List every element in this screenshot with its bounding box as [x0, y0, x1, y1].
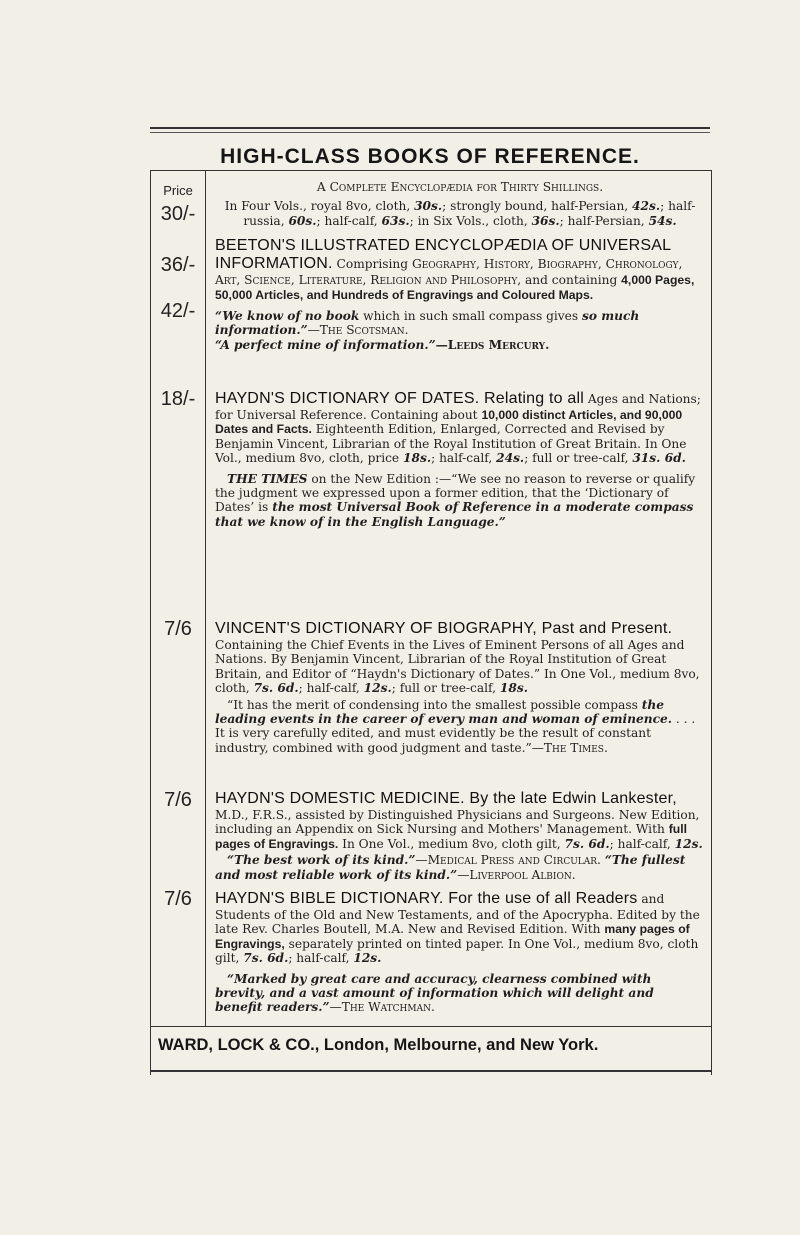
- biography-title: VINCENT'S DICTIONARY OF BIOGRAPHY,: [215, 620, 537, 637]
- top-rule-thin: [150, 132, 710, 133]
- encyclopaedia-title: BEETON'S ILLUSTRATED ENCYCLOPÆDIA OF UNIVERSAL INFORMATION.: [215, 237, 671, 273]
- entry-dictionary-of-biography: [215, 620, 705, 755]
- encyclopaedia-quote-leeds: “A perfect mine of information.”—Leeds Mercury.: [215, 337, 550, 352]
- entry-domestic-medicine: [215, 790, 705, 882]
- price-medicine: 7/6: [164, 789, 192, 811]
- medicine-review: “The best work of its kind.”—Medical Press and Circular. “The fullest and most reliable work of its kind.”—Liverpool Albion.: [215, 853, 686, 882]
- entry-bible-dictionary: [215, 890, 705, 1015]
- price-biography: 7/6: [164, 618, 192, 640]
- encyclopaedia-banner: A Complete Encyclopædia for Thirty Shillings.: [316, 180, 604, 194]
- biography-review: “It has the merit of condensing into the smallest possible compass the leading events in the career of every man and woman of eminence. . . . It is very carefully edited, and must evidently be the result of constant industry, combined with good judgment and taste.”—The Times.: [215, 697, 696, 755]
- entry-dictionary-of-dates: [215, 390, 705, 529]
- price-encyclopaedia-bound: 42/-: [160, 300, 196, 322]
- price-encyclopaedia-six-vols: 36/-: [160, 254, 196, 276]
- medicine-description: HAYDN'S DOMESTIC MEDICINE. By the late Edwin Lankester, M.D., F.R.S., assisted by Distinguished Physicians and Surgeons. New Edition, including an Appendix on Sick Nursing and Mothers' Management. With full pages of Engravings. In One Vol., medium 8vo, cloth gilt, 7s. 6d.; half-calf, 12s.: [215, 790, 703, 851]
- price-column-heading: Price: [163, 183, 193, 198]
- bible-review: “Marked by great care and accuracy, clearness combined with brevity, and a vast amount of information which will delight and benefit readers.”—The Watchman.: [215, 971, 654, 1015]
- page-title: HIGH-CLASS BOOKS OF REFERENCE.: [220, 145, 640, 168]
- dates-title: HAYDN'S DICTIONARY OF DATES.: [215, 390, 480, 407]
- encyclopaedia-description: BEETON'S ILLUSTRATED ENCYCLOPÆDIA OF UNIVERSAL INFORMATION. Comprising Geography, History, Biography, Chronology, Art, Science, Literature, Religion and Philosophy, and containing 4,000 Pages, 50,000 Articles, and Hundreds of Engravings and Coloured Maps.: [215, 237, 695, 302]
- encyclopaedia-quote-scotsman: “We know of no book which in such small compass gives so much information.”—The Scotsman.: [215, 309, 640, 338]
- dates-review: THE TIMES on the New Edition :—“We see no reason to reverse or qualify the judgment we expressed upon a former edition, that the ‘Dictionary of Dates’ is the most Universal Book of Reference in a moderate compass that we know of in the English Language.”: [215, 471, 696, 529]
- bottom-rule: [150, 1070, 712, 1072]
- encyclopaedia-bindings: In Four Vols., royal 8vo, cloth, 30s.; strongly bound, half-Persian, 42s.; half-russia, 60s.; half-calf, 63s.; in Six Vols., cloth, 36s.; half-Persian, 54s.: [224, 199, 696, 228]
- entry-encyclopaedia: [215, 180, 705, 352]
- top-rule: [150, 127, 710, 129]
- publisher-imprint: WARD, LOCK & CO., London, Melbourne, and New York.: [158, 1036, 599, 1054]
- bible-title: HAYDN'S BIBLE DICTIONARY.: [215, 890, 444, 907]
- price-dates: 18/-: [160, 388, 196, 410]
- medicine-title: HAYDN'S DOMESTIC MEDICINE.: [215, 790, 465, 807]
- dates-description: HAYDN'S DICTIONARY OF DATES. Relating to all Ages and Nations; for Universal Reference. Containing about 10,000 distinct Articles, and 90,000 Dates and Facts. Eighteenth Edition, Enlarged, Corrected and Revised by Benjamin Vincent, Librarian of the Royal Institution of Great Britain. In One Vol., medium 8vo, cloth, price 18s.; half-calf, 24s.; full or tree-calf, 31s. 6d.: [215, 390, 701, 466]
- bible-description: HAYDN'S BIBLE DICTIONARY. For the use of all Readers and Students of the Old and New Testaments, and of the Apocrypha. Edited by the late Rev. Charles Boutell, M.A. New and Revised Edition. With many pages of Engravings, separately printed on tinted paper. In One Vol., medium 8vo, cloth gilt, 7s. 6d.; half-calf, 12s.: [215, 890, 700, 966]
- biography-description: VINCENT'S DICTIONARY OF BIOGRAPHY, Past and Present. Containing the Chief Events in the Lives of Eminent Persons of all Ages and Nations. By Benjamin Vincent, Librarian of the Royal Institution of Great Britain, and Editor of “Haydn's Dictionary of Dates.” In One Vol., medium 8vo, cloth, 7s. 6d.; half-calf, 12s.; full or tree-calf, 18s.: [215, 620, 700, 696]
- footer-rule: [150, 1026, 712, 1027]
- price-column-divider: [205, 170, 206, 1026]
- price-encyclopaedia-cloth: 30/-: [160, 203, 196, 225]
- price-bible: 7/6: [164, 888, 192, 910]
